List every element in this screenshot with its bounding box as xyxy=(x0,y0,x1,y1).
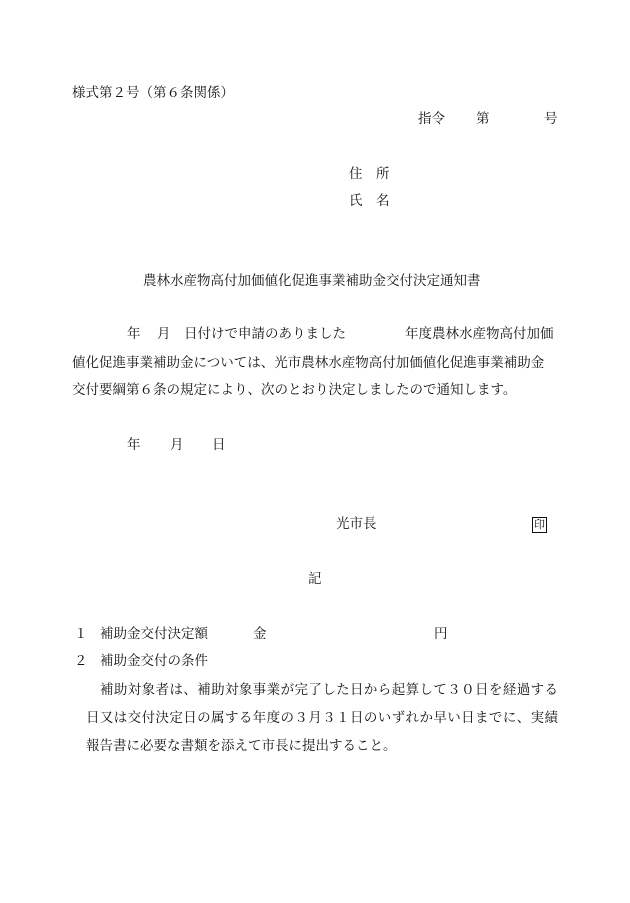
ki-heading: 記 xyxy=(308,571,322,587)
issuer-name: 光市長 xyxy=(336,516,377,532)
body-year-label: 年 xyxy=(127,326,141,342)
name-label: 氏 名 xyxy=(349,193,390,209)
seal-mark xyxy=(532,515,547,533)
item-2-text: 補助対象者は、補助対象事業が完了した日から起算して３０日を経過する日又は交付決定日の属する年度の３月３１日のいずれか早い日までに、実績報告書に必要な書類を添えて市長に提出すること。 xyxy=(86,682,558,754)
address-label: 住 所 xyxy=(349,166,390,182)
item-1-amount-suffix: 円 xyxy=(434,626,448,642)
body-intro-part2: 年度農林水産物高付加価 xyxy=(405,326,554,342)
directive-middle: 第 xyxy=(476,111,490,127)
date-month: 月 xyxy=(170,437,184,453)
form-label: 様式第２号（第６条関係） xyxy=(72,85,234,101)
date-day: 日 xyxy=(212,437,226,453)
item-1-amount-prefix: 金 xyxy=(253,626,267,642)
body-intro-part1: 日付けで申請のありました xyxy=(184,326,346,342)
directive-suffix: 号 xyxy=(544,111,558,127)
body-line-3: 交付要綱第６条の規定により、次のとおり決定しましたので通知します。 xyxy=(72,382,517,398)
seal-icon: 印 xyxy=(534,518,545,531)
document-title: 農林水産物高付加価値化促進事業補助金交付決定通知書 xyxy=(143,273,481,289)
directive-prefix: 指令 xyxy=(418,111,445,127)
body-month-label: 月 xyxy=(157,326,171,342)
item-2-label: 補助金交付の条件 xyxy=(100,653,208,669)
date-year: 年 xyxy=(127,437,141,453)
body-line-2: 値化促進事業補助金については、光市農林水産物高付加価値化促進事業補助金 xyxy=(72,355,545,371)
item-2-number: ２ xyxy=(74,653,88,669)
item-1-number: １ xyxy=(74,626,88,642)
item-1-label: 補助金交付決定額 xyxy=(100,626,208,642)
